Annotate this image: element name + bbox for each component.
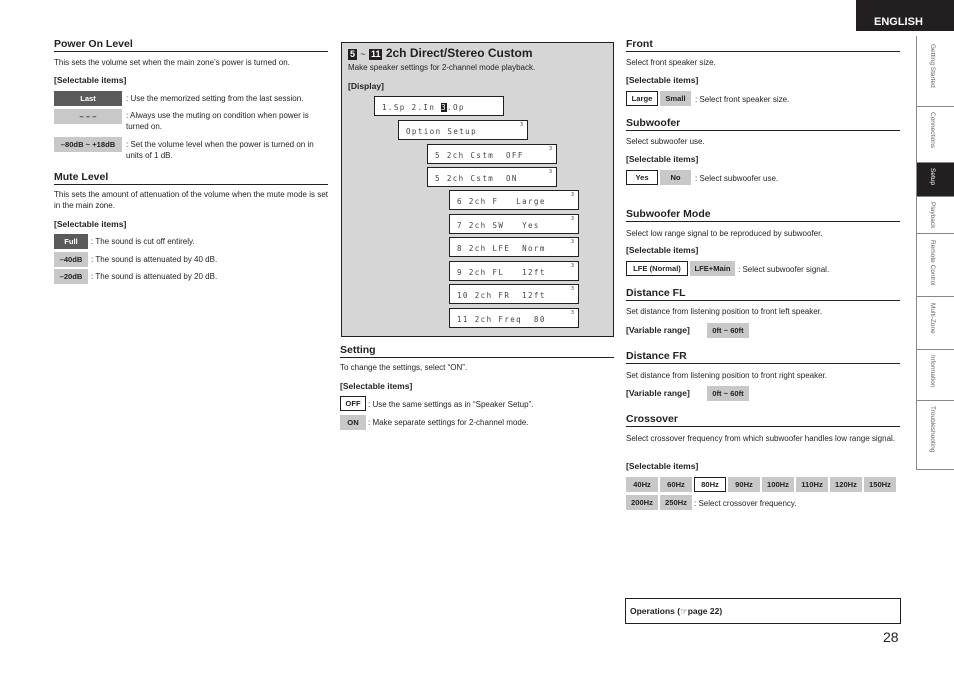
range-label: [Variable range] <box>626 388 690 398</box>
option-chip: 120Hz <box>830 477 862 492</box>
option-chip: 200Hz <box>626 495 658 510</box>
language-tab <box>856 0 954 31</box>
lcd-text: 5 2ch Cstm ON <box>435 174 518 183</box>
divider <box>340 357 614 358</box>
option-chip: Full <box>54 234 88 249</box>
section-heading <box>348 46 533 60</box>
range-label: [Variable range] <box>626 325 690 335</box>
option-chip: Yes <box>626 170 658 185</box>
sidebar-label: Information <box>929 355 936 388</box>
sidebar-label: Getting Started <box>929 44 936 88</box>
option-note: : Select crossover frequency. <box>694 499 797 508</box>
option-desc-text: Always use the muting on condition when power is turned on. <box>126 111 309 131</box>
option-desc: : The sound is cut off entirely. <box>91 237 195 246</box>
option-note: : Select front speaker size. <box>695 95 790 104</box>
option-desc: : Set the volume level when the power is turned on in units of 1 dB. <box>126 140 314 160</box>
option-chip: 110Hz <box>796 477 828 492</box>
lcd-text: 5 2ch Cstm OFF <box>435 151 524 160</box>
section-desc: Select crossover frequency from which subwoofer handles low range signal. <box>626 434 896 443</box>
lcd-superscript: 3 <box>570 239 574 245</box>
option-desc: : Use the same settings as in “Speaker Setup”. <box>368 400 534 409</box>
selectable-label: [Selectable items] <box>626 461 699 471</box>
divider <box>626 426 900 427</box>
lcd-text: 8 2ch LFE Norm <box>457 244 546 253</box>
lcd-text: 1.Sp 2.In 3.Op <box>382 103 465 112</box>
sidebar-nav <box>916 36 954 470</box>
section-title: Power On Level <box>54 38 133 50</box>
section-desc: This sets the amount of attenuation of the volume when the mute mode is set in the main zone. <box>54 190 328 210</box>
selectable-label: [Selectable items] <box>54 75 127 85</box>
lcd-screen <box>449 308 579 328</box>
section-title: Setting <box>340 344 376 356</box>
option-chip: Last <box>54 91 122 106</box>
section-title: Subwoofer <box>626 117 681 129</box>
selectable-label: [Selectable items] <box>340 381 413 391</box>
selectable-label: [Selectable items] <box>626 75 699 85</box>
option-chip: 150Hz <box>864 477 896 492</box>
option-desc-text: The sound is attenuated by 40 dB. <box>95 255 218 264</box>
option-chip: 100Hz <box>762 477 794 492</box>
option-chip: OFF <box>340 396 366 411</box>
lcd-screen <box>398 120 528 140</box>
option-desc: : Always use the muting on condition when power is turned on. <box>126 111 309 131</box>
section-title: Distance FR <box>626 350 687 362</box>
selectable-label: [Selectable items] <box>54 219 127 229</box>
lcd-superscript: 3 <box>548 146 552 152</box>
option-chip: Large <box>626 91 658 106</box>
option-desc-text: Use the same settings as in “Speaker Setup”. <box>372 400 534 409</box>
divider <box>54 184 328 185</box>
option-desc-text: Use the memorized setting from the last session. <box>130 94 304 103</box>
step-number-icon: 11 <box>370 49 381 59</box>
sidebar-item-connections[interactable] <box>917 107 954 163</box>
sidebar-label: Playback <box>929 202 936 229</box>
option-chip: –80dB ~ +18dB <box>54 137 122 152</box>
option-chip: –40dB <box>54 252 88 267</box>
divider <box>626 363 900 364</box>
option-chip: –20dB <box>54 269 88 284</box>
divider <box>626 221 900 222</box>
display-label: [Display] <box>348 81 384 91</box>
lcd-text: 7 2ch SW Yes <box>457 221 540 230</box>
section-title: Crossover <box>626 413 678 425</box>
option-chip: No <box>660 170 691 185</box>
section-desc: To change the settings, select “ON”. <box>340 363 468 372</box>
sidebar-label: Troubleshooting <box>929 406 936 453</box>
lcd-screen <box>427 144 557 164</box>
option-chip: 250Hz <box>660 495 692 510</box>
sidebar-label: Connections <box>929 112 936 149</box>
option-chip: 60Hz <box>660 477 692 492</box>
lcd-text: 11 2ch Freq 80 <box>457 315 546 324</box>
divider <box>626 51 900 52</box>
option-chip: LFE+Main <box>690 261 735 276</box>
lcd-superscript: 3 <box>570 286 574 292</box>
lcd-screen <box>449 284 579 304</box>
option-chip: 90Hz <box>728 477 760 492</box>
range-chip: 0ft ~ 60ft <box>707 386 749 401</box>
step-number-icon: 5 <box>350 49 356 59</box>
selectable-label: [Selectable items] <box>626 154 699 164</box>
selectable-label: [Selectable items] <box>626 245 699 255</box>
sidebar-item-troubleshooting[interactable] <box>917 401 954 470</box>
divider <box>626 130 900 131</box>
option-chip: Small <box>660 91 691 106</box>
option-note: : Select subwoofer use. <box>695 174 779 183</box>
lcd-screen <box>449 214 579 234</box>
sidebar-item-setup[interactable] <box>917 163 954 197</box>
sidebar-item-getting-started[interactable] <box>917 36 954 107</box>
option-note: : Select subwoofer signal. <box>738 265 830 274</box>
section-title: Distance FL <box>626 287 686 299</box>
option-chip: LFE (Normal) <box>626 261 688 276</box>
divider <box>54 51 328 52</box>
lcd-screen <box>427 167 557 187</box>
sidebar-label: Setup <box>929 168 936 185</box>
section-desc: Select subwoofer use. <box>626 137 705 146</box>
page-number: 28 <box>883 629 899 645</box>
lcd-screen <box>449 237 579 257</box>
cursor-block: 3 <box>441 103 448 112</box>
operations-box[interactable] <box>625 598 901 624</box>
sidebar-item-multi-zone[interactable] <box>917 297 954 350</box>
section-desc: Select low range signal to be reproduced by subwoofer. <box>626 229 823 238</box>
option-chip: ON <box>340 415 366 430</box>
option-chip: 80Hz <box>694 477 726 492</box>
sidebar-item-remote-control[interactable] <box>917 234 954 297</box>
option-desc: : Make separate settings for 2-channel mode. <box>368 418 529 427</box>
lcd-screen <box>374 96 504 116</box>
lcd-text: 9 2ch FL 12ft <box>457 268 546 277</box>
section-desc: Set distance from listening position to front left speaker. <box>626 307 823 316</box>
section-desc: This sets the volume set when the main zone's power is turned on. <box>54 58 290 67</box>
option-desc-text: Set the volume level when the power is turned on in units of 1 dB. <box>126 140 314 160</box>
lcd-screen <box>449 261 579 281</box>
lcd-superscript: 3 <box>570 192 574 198</box>
hand-pointer-icon: ☞ <box>680 606 688 616</box>
panel-subtitle: Make speaker settings for 2-channel mode playback. <box>348 63 536 72</box>
option-chip: 40Hz <box>626 477 658 492</box>
lcd-superscript: 3 <box>548 169 552 175</box>
option-desc: : Use the memorized setting from the last session. <box>126 94 304 103</box>
lcd-superscript: 3 <box>570 216 574 222</box>
sidebar-item-playback[interactable] <box>917 197 954 234</box>
option-desc-text: The sound is attenuated by 20 dB. <box>95 272 218 281</box>
section-title: Mute Level <box>54 171 109 183</box>
option-desc-text: Make separate settings for 2-channel mode. <box>372 418 529 427</box>
tilde: ~ <box>360 49 366 59</box>
divider <box>626 300 900 301</box>
lcd-text: 10 2ch FR 12ft <box>457 291 546 300</box>
section-title: Front <box>626 38 653 50</box>
lcd-superscript: 3 <box>570 263 574 269</box>
lcd-superscript: 3 <box>570 310 574 316</box>
lcd-text: Option Setup <box>406 127 477 136</box>
range-chip: 0ft ~ 60ft <box>707 323 749 338</box>
option-desc-text: The sound is cut off entirely. <box>95 237 195 246</box>
sidebar-label: Remote Control <box>929 240 936 286</box>
option-chip: – – – <box>54 109 122 124</box>
operations-page: page 22) <box>687 606 723 616</box>
sidebar-item-information[interactable] <box>917 350 954 401</box>
language-label: ENGLISH <box>874 16 923 28</box>
operations-link[interactable] <box>630 606 722 617</box>
option-desc: : The sound is attenuated by 40 dB. <box>91 255 218 264</box>
operations-label: Operations ( <box>630 606 681 616</box>
option-desc: : The sound is attenuated by 20 dB. <box>91 272 218 281</box>
panel-title: 2ch Direct/Stereo Custom <box>385 46 533 60</box>
section-title: Subwoofer Mode <box>626 208 711 220</box>
section-desc: Set distance from listening position to front right speaker. <box>626 371 827 380</box>
sidebar-label: Multi-Zone <box>929 303 936 334</box>
lcd-text: 6 2ch F Large <box>457 197 546 206</box>
lcd-superscript: 3 <box>519 122 523 128</box>
lcd-screen <box>449 190 579 210</box>
section-desc: Select front speaker size. <box>626 58 716 67</box>
